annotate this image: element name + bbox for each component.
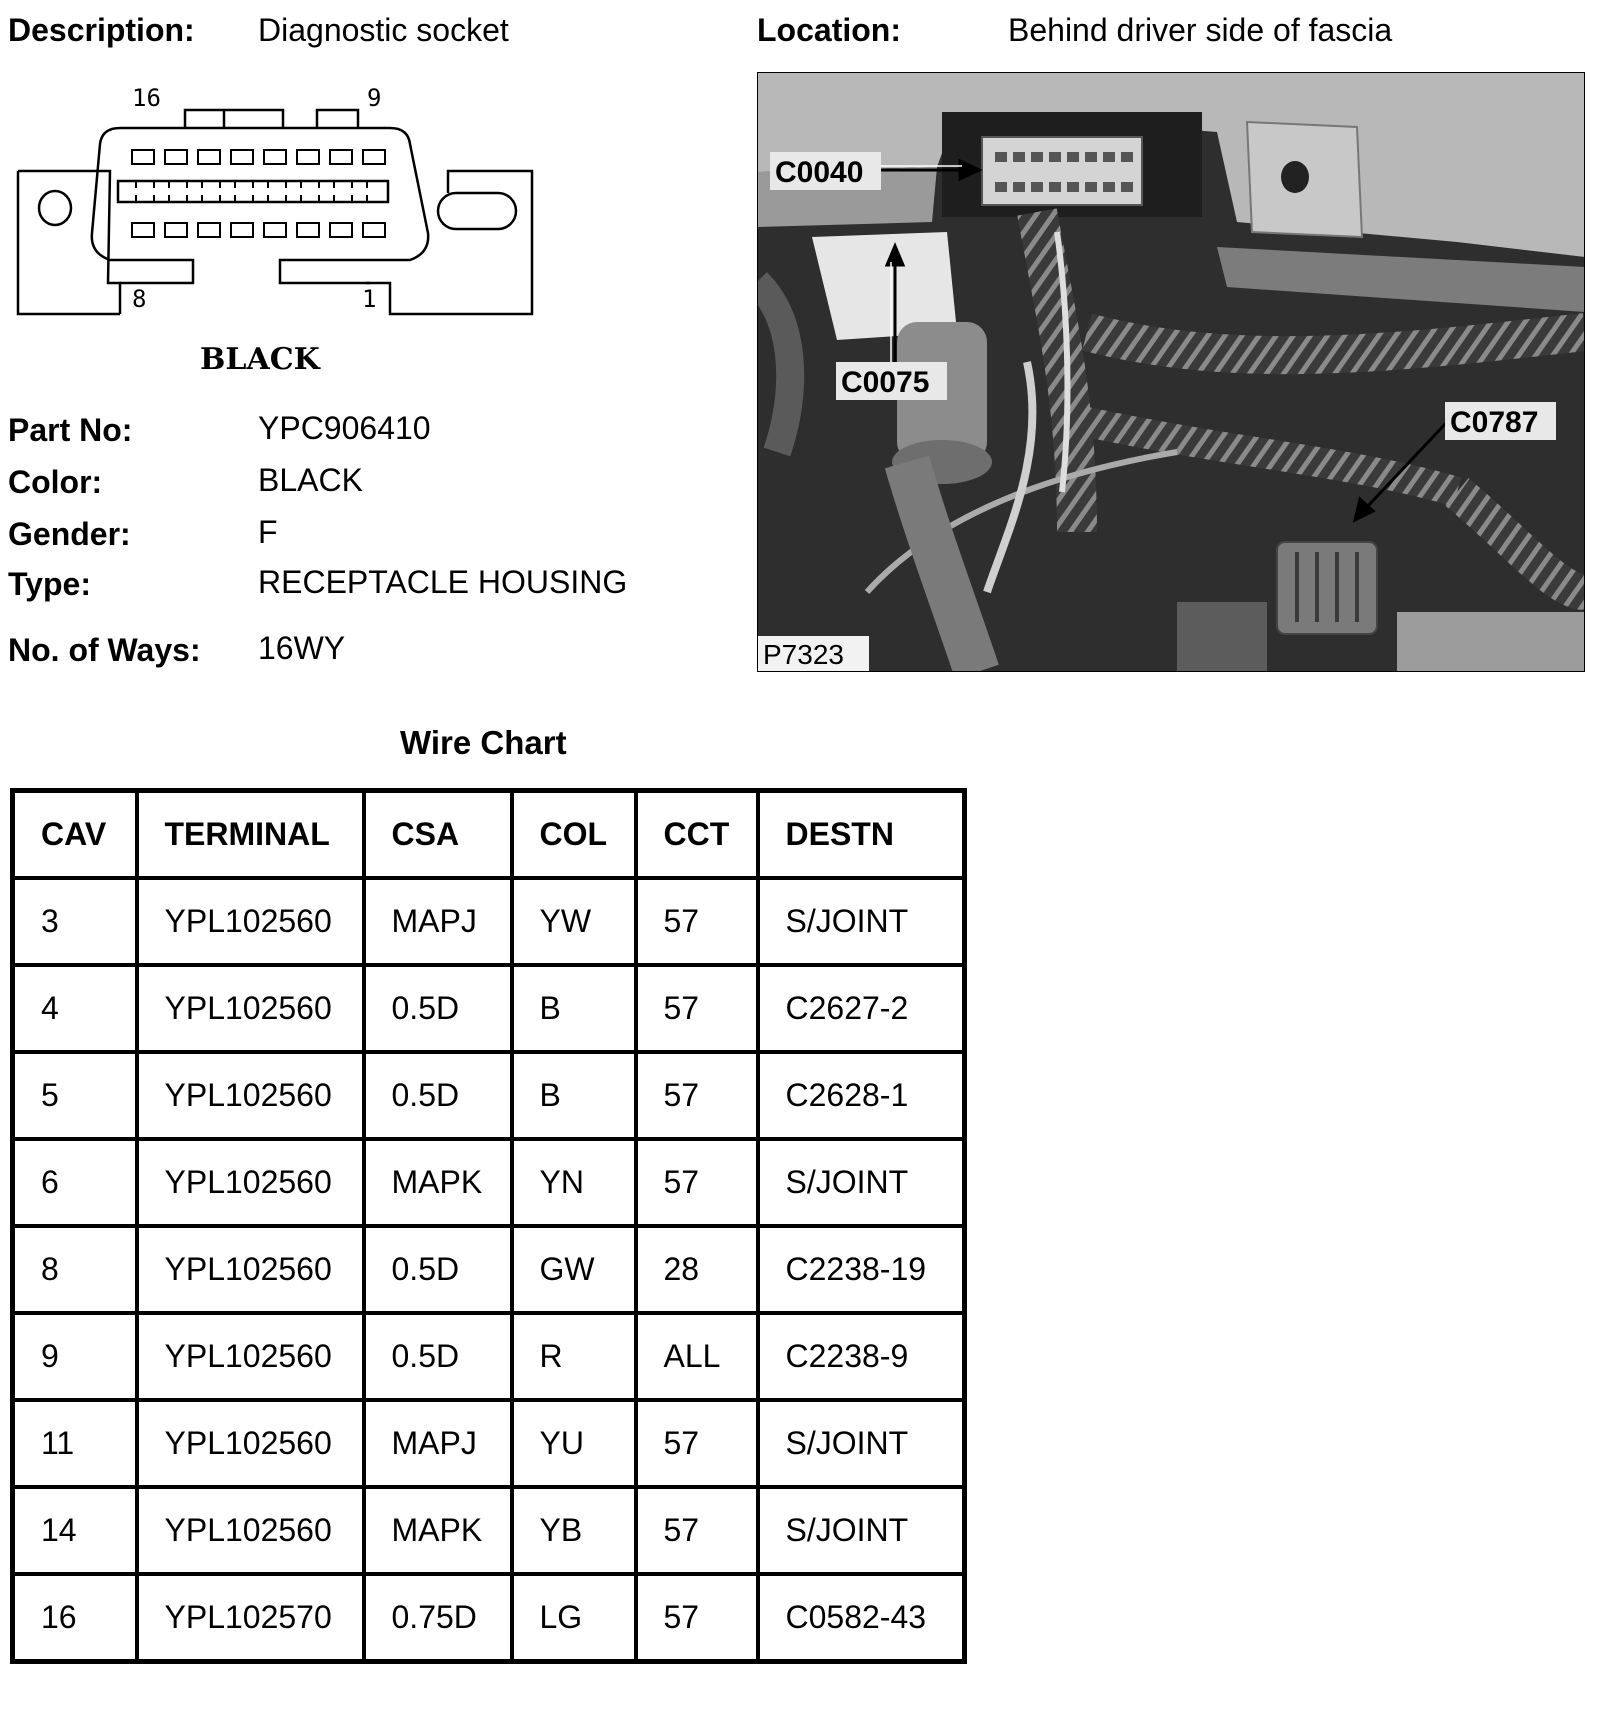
col-header-cav: CAV (13, 791, 137, 879)
callout-c0040: C0040 (775, 156, 864, 189)
csa-cell: MAPJ (364, 878, 512, 965)
part-no-label: Part No: (8, 412, 133, 448)
mounting-slot-right (438, 193, 516, 229)
col-cell: LG (512, 1574, 636, 1662)
table-row (13, 878, 965, 965)
col-header-cct: CCT (636, 791, 758, 879)
destn-cell: S/JOINT (758, 1139, 965, 1226)
cct-cell: 57 (636, 1139, 758, 1226)
pin-label-1: 1 (362, 285, 377, 313)
terminal-cell: YPL102560 (137, 1052, 364, 1139)
destn-cell: S/JOINT (758, 1400, 965, 1487)
cav-cell: 5 (13, 1052, 137, 1139)
destn-cell: C2238-19 (758, 1226, 965, 1313)
col-cell: B (512, 1052, 636, 1139)
col-cell: R (512, 1313, 636, 1400)
csa-cell: MAPJ (364, 1400, 512, 1487)
location-label: Location: (757, 12, 901, 48)
csa-cell: MAPK (364, 1139, 512, 1226)
table-header-row (13, 791, 965, 879)
csa-cell: 0.75D (364, 1574, 512, 1662)
color-label: Color: (8, 464, 103, 500)
cav-cell: 11 (13, 1400, 137, 1487)
terminal-cell: YPL102570 (137, 1574, 364, 1662)
cav-cell: 9 (13, 1313, 137, 1400)
pin-label-8: 8 (132, 285, 147, 313)
col-cell: YU (512, 1400, 636, 1487)
cct-cell: ALL (636, 1313, 758, 1400)
cct-cell: 57 (636, 1400, 758, 1487)
terminal-cell: YPL102560 (137, 878, 364, 965)
col-header-destn: DESTN (758, 791, 965, 879)
table-row (13, 1313, 965, 1400)
cct-cell: 28 (636, 1226, 758, 1313)
destn-cell: S/JOINT (758, 878, 965, 965)
wire-chart-title: Wire Chart (400, 724, 567, 761)
col-cell: YN (512, 1139, 636, 1226)
type-value: RECEPTACLE HOUSING (258, 564, 628, 600)
gender-label: Gender: (8, 516, 131, 552)
image-reference: P7323 (763, 639, 844, 670)
pin-label-16: 16 (132, 84, 161, 112)
description-label: Description: (8, 12, 195, 48)
col-cell: GW (512, 1226, 636, 1313)
cav-cell: 4 (13, 965, 137, 1052)
cct-cell: 57 (636, 1052, 758, 1139)
cav-cell: 8 (13, 1226, 137, 1313)
table-row (13, 1487, 965, 1574)
csa-cell: 0.5D (364, 1052, 512, 1139)
terminal-cell: YPL102560 (137, 1139, 364, 1226)
keying-tab-right (317, 110, 358, 128)
connector-face-diagram (10, 78, 550, 378)
destn-cell: C0582-43 (758, 1574, 965, 1662)
callout-c0787: C0787 (1450, 406, 1539, 439)
terminal-cell: YPL102560 (137, 965, 364, 1052)
mounting-hole-left (39, 191, 71, 225)
location-photo (757, 72, 1585, 672)
gender-value: F (258, 514, 278, 550)
terminal-cell: YPL102560 (137, 1487, 364, 1574)
col-header-col: COL (512, 791, 636, 879)
keyway-teeth (136, 181, 367, 202)
socket-body (92, 128, 428, 283)
csa-cell: 0.5D (364, 1226, 512, 1313)
table-row (13, 1400, 965, 1487)
destn-cell: S/JOINT (758, 1487, 965, 1574)
location-value: Behind driver side of fascia (1008, 12, 1393, 48)
table-row (13, 1052, 965, 1139)
color-value: BLACK (258, 462, 363, 498)
destn-cell: C2627-2 (758, 965, 965, 1052)
pin-label-9: 9 (367, 84, 382, 112)
cct-cell: 57 (636, 878, 758, 965)
pin-row-top (132, 150, 385, 164)
color-caption: BLACK (200, 342, 320, 377)
col-cell: YW (512, 878, 636, 965)
csa-cell: MAPK (364, 1487, 512, 1574)
table-row (13, 1574, 965, 1662)
cav-cell: 6 (13, 1139, 137, 1226)
ways-value: 16WY (258, 630, 346, 666)
terminal-cell: YPL102560 (137, 1313, 364, 1400)
table-row (13, 1226, 965, 1313)
col-header-csa: CSA (364, 791, 512, 879)
col-header-terminal: TERMINAL (137, 791, 364, 879)
destn-cell: C2628-1 (758, 1052, 965, 1139)
cav-cell: 16 (13, 1574, 137, 1662)
cct-cell: 57 (636, 965, 758, 1052)
ways-label: No. of Ways: (8, 632, 201, 668)
csa-cell: 0.5D (364, 965, 512, 1052)
type-label: Type: (8, 566, 91, 602)
part-no-value: YPC906410 (258, 410, 431, 446)
destn-cell: C2238-9 (758, 1313, 965, 1400)
terminal-cell: YPL102560 (137, 1400, 364, 1487)
cct-cell: 57 (636, 1487, 758, 1574)
cav-cell: 3 (13, 878, 137, 965)
col-cell: YB (512, 1487, 636, 1574)
table-row (13, 965, 965, 1052)
table-row (13, 1139, 965, 1226)
cav-cell: 14 (13, 1487, 137, 1574)
callout-c0075: C0075 (841, 366, 930, 399)
wire-chart-table (10, 788, 967, 1664)
cct-cell: 57 (636, 1574, 758, 1662)
col-cell: B (512, 965, 636, 1052)
description-value: Diagnostic socket (258, 12, 509, 48)
keying-tab-left (185, 110, 283, 128)
pin-row-bottom (132, 223, 385, 237)
terminal-cell: YPL102560 (137, 1226, 364, 1313)
csa-cell: 0.5D (364, 1313, 512, 1400)
